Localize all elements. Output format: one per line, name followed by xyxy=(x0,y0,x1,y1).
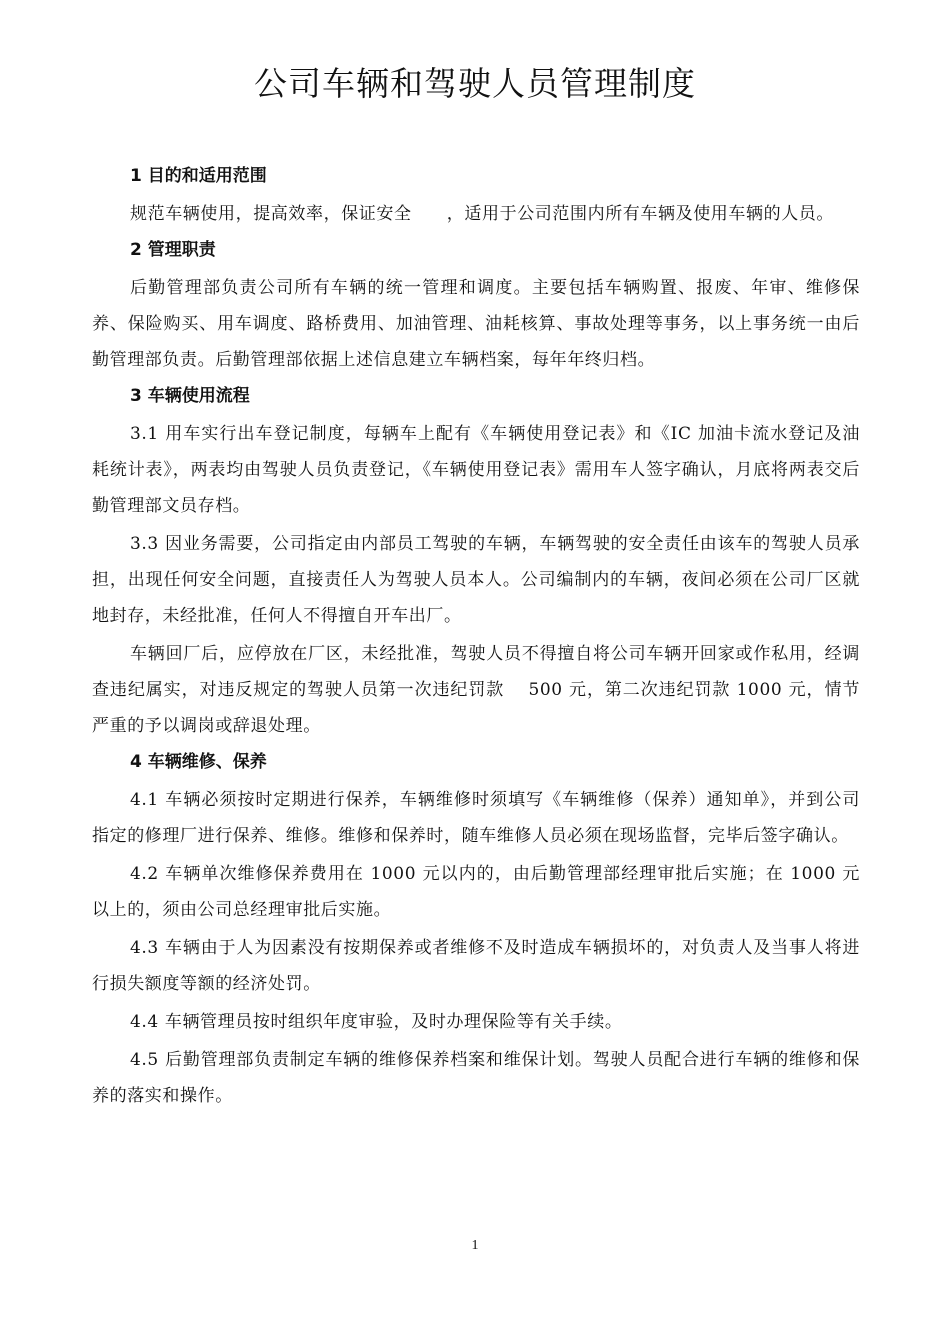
section-3-paragraph-3: 车辆回厂后，应停放在厂区，未经批准，驾驶人员不得擅自将公司车辆开回家或作私用，经调查违纪属实，对违反规定的驾驶人员第一次违纪罚款 500 元，第二次违纪罚款 1000 元，情节严重的予以调岗或辞退处理。 xyxy=(92,644,860,736)
section-heading-1: 1 目的和适用范围 xyxy=(130,166,267,186)
section-1-paragraph-1: 规范车辆使用，提高效率，保证安全 ，适用于公司范围内所有车辆及使用车辆的人员。 xyxy=(130,204,834,224)
section-4-paragraph-4: 4.4 车辆管理员按时组织年度审验，及时办理保险等有关手续。 xyxy=(130,1012,623,1032)
section-heading-2: 2 管理职责 xyxy=(130,240,216,260)
section-heading-4: 4 车辆维修、保养 xyxy=(130,752,267,772)
section-4-paragraph-1: 4.1 车辆必须按时定期进行保养，车辆维修时须填写《车辆维修（保养）通知单》，并到公司指定的修理厂进行保养、维修。维修和保养时，随车维修人员必须在现场监督，完毕后签字确认。 xyxy=(92,790,860,846)
page-number: 1 xyxy=(471,1238,479,1253)
document-title: 公司车辆和驾驶人员管理制度 xyxy=(254,64,696,103)
document-body xyxy=(92,158,860,1114)
section-4-paragraph-2: 4.2 车辆单次维修保养费用在 1000 元以内的，由后勤管理部经理审批后实施；在 1000 元以上的，须由公司总经理审批后实施。 xyxy=(92,864,860,920)
section-4-paragraph-5: 4.5 后勤管理部负责制定车辆的维修保养档案和维保计划。驾驶人员配合进行车辆的维修和保养的落实和操作。 xyxy=(92,1050,860,1106)
section-3-paragraph-2: 3.3 因业务需要，公司指定由内部员工驾驶的车辆，车辆驾驶的安全责任由该车的驾驶人员承担，出现任何安全问题，直接责任人为驾驶人员本人。公司编制内的车辆，夜间必须在公司厂区就地封存，未经批准，任何人不得擅自开车出厂。 xyxy=(92,534,860,626)
section-4-paragraph-3: 4.3 车辆由于人为因素没有按期保养或者维修不及时造成车辆损坏的，对负责人及当事人将进行损失额度等额的经济处罚。 xyxy=(92,938,860,994)
section-2-paragraph-1: 后勤管理部负责公司所有车辆的统一管理和调度。主要包括车辆购置、报废、年审、维修保养、保险购买、用车调度、路桥费用、加油管理、油耗核算、事故处理等事务，以上事务统一由后勤管理部负责。后勤管理部依据上述信息建立车辆档案，每年年终归档。 xyxy=(92,278,860,370)
section-heading-3: 3 车辆使用流程 xyxy=(130,386,250,406)
section-3-paragraph-1: 3.1 用车实行出车登记制度，每辆车上配有《车辆使用登记表》和《IC 加油卡流水登记及油耗统计表》，两表均由驾驶人员负责登记，《车辆使用登记表》需用车人签字确认，月底将两表交后勤管理部文员存档。 xyxy=(92,424,860,516)
